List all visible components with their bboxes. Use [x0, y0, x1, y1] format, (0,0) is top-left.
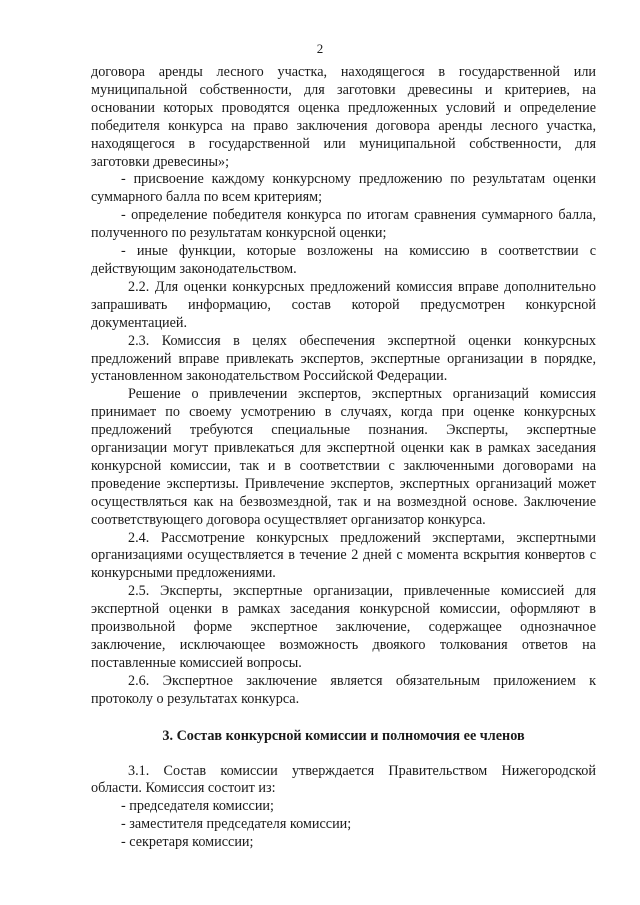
clause-2-4: 2.4. Рассмотрение конкурсных предложений экспертами, экспертными организациями осуществляется в течение 2 дней с момента вскрытия конвертов с конкурсными предложениями.: [91, 529, 596, 582]
clause-2-3-continuation: Решение о привлечении экспертов, экспертных организаций комиссия принимает по своему усмотрению в случаях, когда при оценке конкурсных предложений требуются специальные познания. Эксперты, экспертные организации могут привлекаться для экспертной оценки как в рамках заседания конкурсной комиссии, так и в соответствии с заключенными договорами на проведение экспертизы. Привлечение экспертов, экспертных организаций может осуществляться как на безвозмездной, так и на возмездной основе. Заключение соответствующего договора осуществляет организатор конкурса.: [91, 386, 596, 528]
section-heading: 3. Состав конкурсной комиссии и полномочия ее членов: [162, 727, 525, 744]
document-body: [91, 64, 596, 852]
page-number: 2: [316, 41, 324, 56]
clause-2-6: 2.6. Экспертное заключение является обязательным приложением к протоколу о результатах конкурса.: [91, 672, 596, 707]
clause-2-5: 2.5. Эксперты, экспертные организации, привлеченные комиссией для экспертной оценки в рамках заседания конкурсной комиссии, оформляют в произвольной форме экспертное заключение, содержащее однозначное заключение, исключающее возможность двоякого толкования ответов на поставленные комиссией вопросы.: [91, 583, 596, 671]
member-item: - председателя комиссии;: [121, 798, 274, 815]
clause-3-1: 3.1. Состав комиссии утверждается Правительством Нижегородской области. Комиссия состоит из:: [91, 762, 596, 797]
list-item: - иные функции, которые возложены на комиссию в соответствии с действующим законодательством.: [91, 243, 596, 277]
clause-2-3: 2.3. Комиссия в целях обеспечения экспертной оценки конкурсных предложений вправе привлекать экспертов, экспертные организации в порядке, установленном законодательством Российской Федерации.: [91, 332, 596, 385]
list-item: - определение победителя конкурса по итогам сравнения суммарного балла, полученного по результатам конкурсной оценки;: [91, 207, 596, 242]
paragraph-continuation: договора аренды лесного участка, находящегося в государственной или муниципальной собственности, для заготовки древесины и критериев, на основании которых проводятся оценка предложенных условий и определение победителя конкурса на право заключения договора аренды лесного участка, находящегося в государственной или муниципальной собственности, для заготовки древесины»;: [91, 64, 596, 170]
clause-2-2: 2.2. Для оценки конкурсных предложений комиссия вправе дополнительно запрашивать информацию, состав которой предусмотрен конкурсной документацией.: [91, 278, 596, 331]
list-item: - присвоение каждому конкурсному предложению по результатам оценки суммарного балла по всем критериям;: [91, 171, 596, 206]
member-item: - заместителя председателя комиссии;: [121, 816, 352, 833]
member-item: - секретаря комиссии;: [121, 834, 254, 851]
